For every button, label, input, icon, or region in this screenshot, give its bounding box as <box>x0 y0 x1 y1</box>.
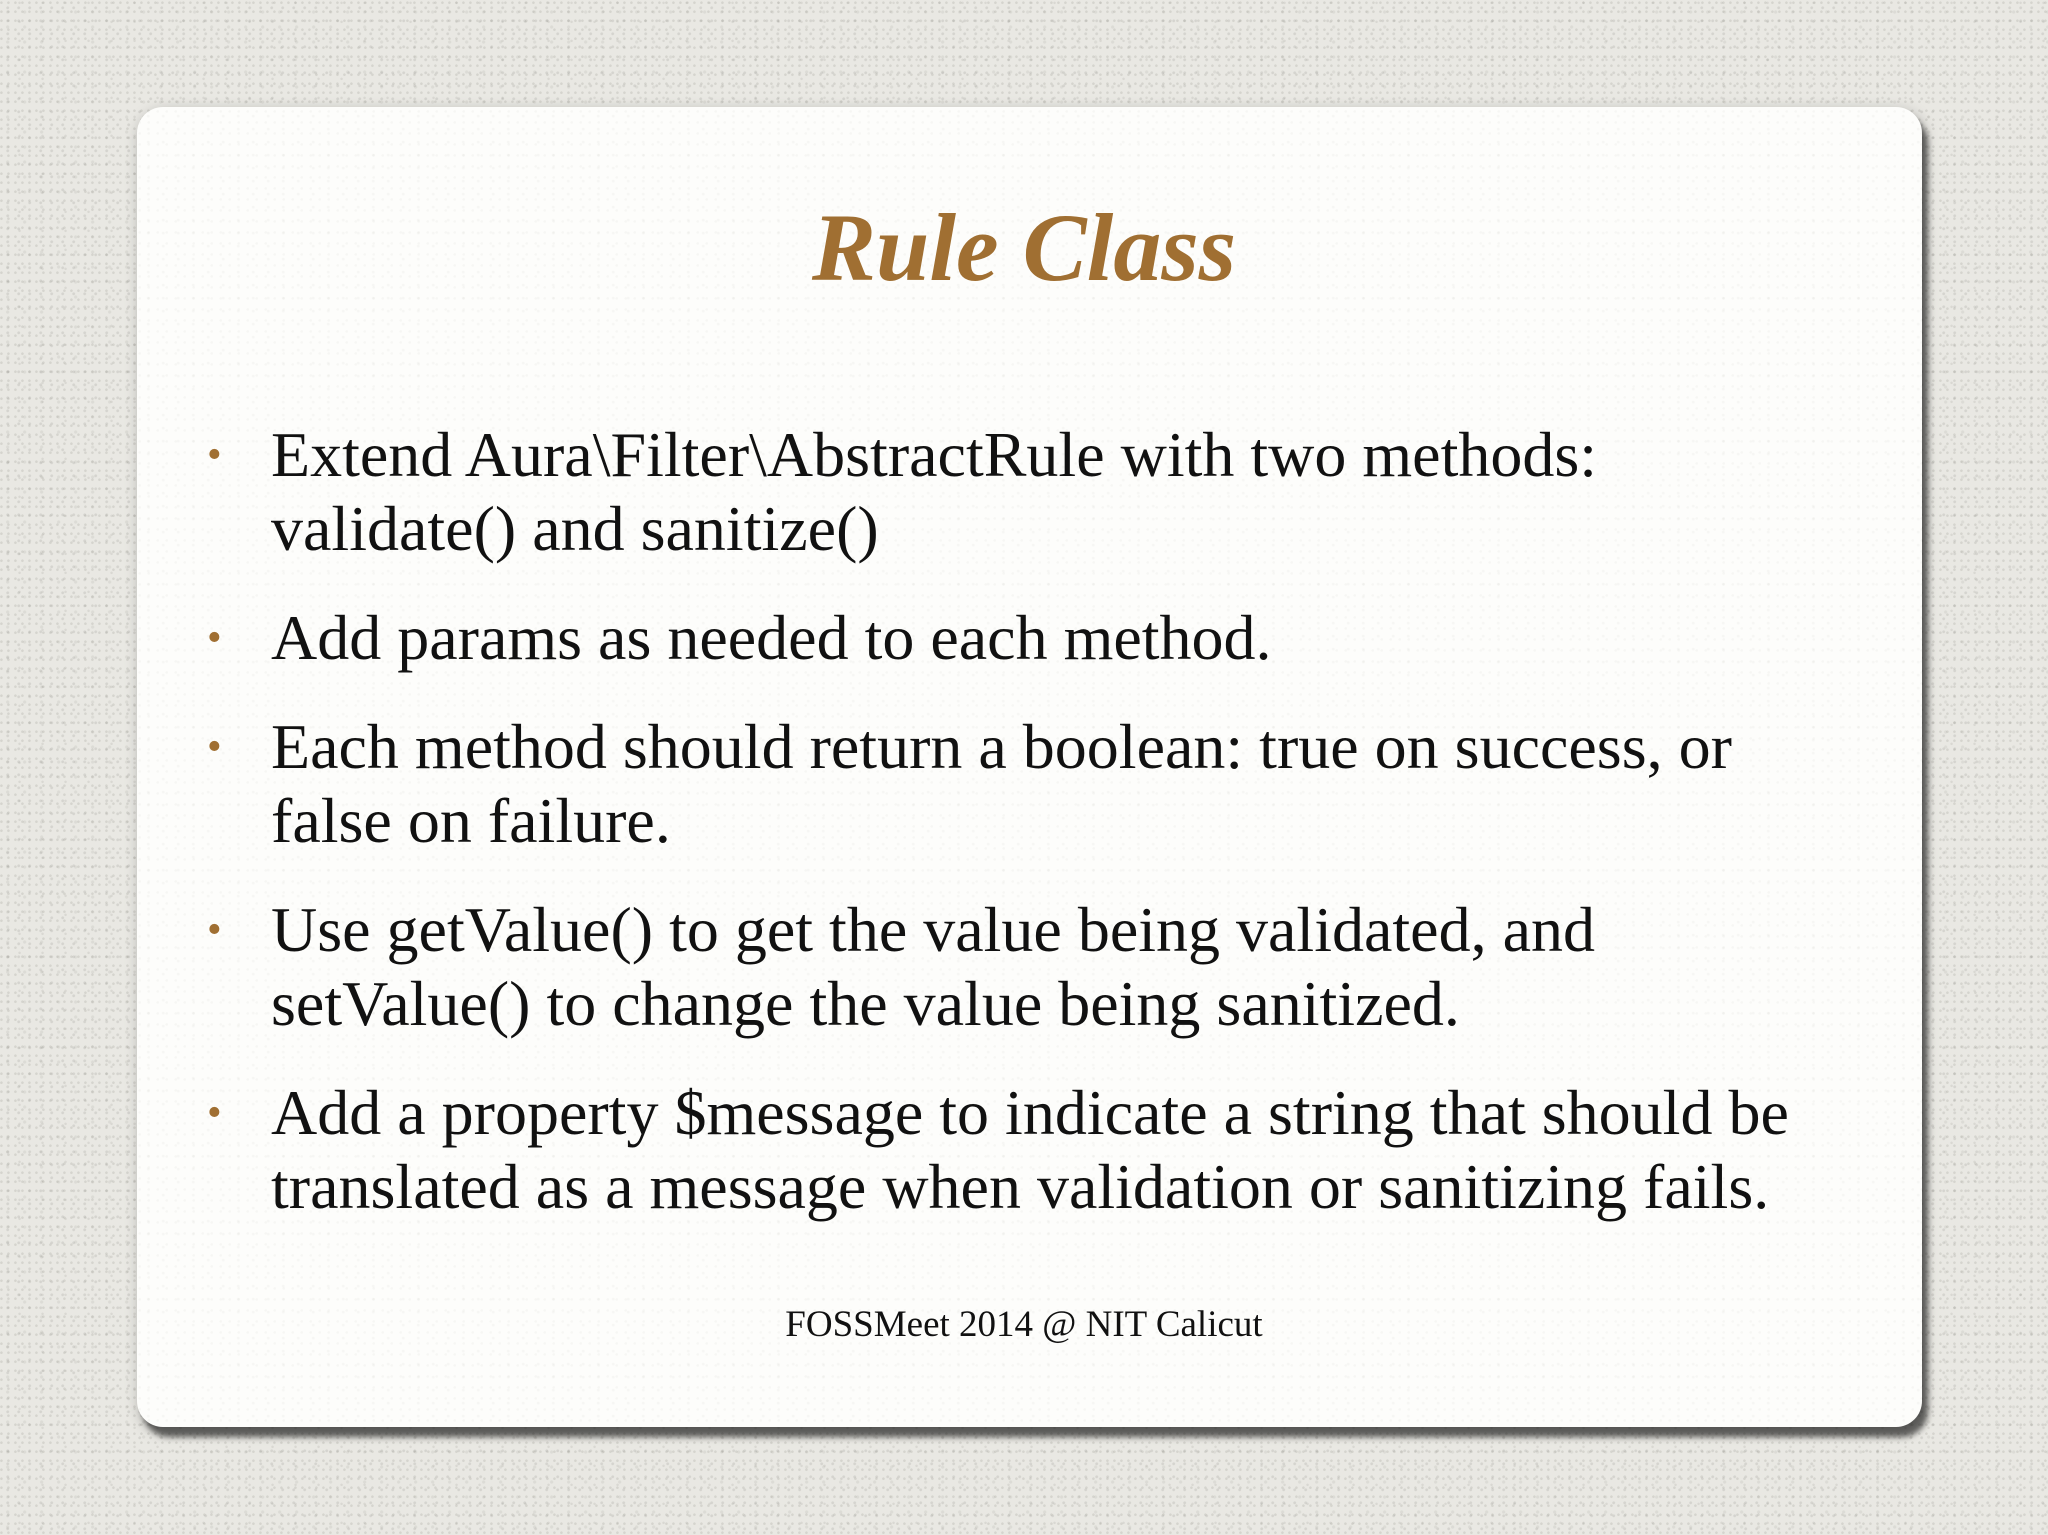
bullet-text-line: Each method should return a boolean: true on success, or <box>271 711 1732 782</box>
bullet-item <box>207 1076 1927 1224</box>
bullet-text-line: setValue() to change the value being sanitized. <box>271 968 1460 1039</box>
bullet-text-line: validate() and sanitize() <box>271 493 879 564</box>
bullet-text-line: Use getValue() to get the value being validated, and <box>271 894 1595 965</box>
bullet-item <box>207 601 1927 675</box>
bullet-item <box>207 710 1927 858</box>
bullet-text-line: translated as a message when validation or sanitizing fails. <box>271 1151 1770 1222</box>
bullet-icon: • <box>207 907 222 953</box>
slide-footer: FOSSMeet 2014 @ NIT Calicut <box>785 1304 1263 1345</box>
bullet-item <box>207 893 1927 1041</box>
bullet-list <box>207 418 1927 1259</box>
bullet-text-line: Add a property $message to indicate a string that should be <box>271 1077 1789 1148</box>
bullet-text-line: Extend Aura\Filter\AbstractRule with two methods: <box>271 419 1598 490</box>
bullet-icon: • <box>207 724 222 770</box>
bullet-icon: • <box>207 615 222 661</box>
bullet-text-line: Add params as needed to each method. <box>271 602 1272 673</box>
bullet-item <box>207 418 1927 566</box>
slide-title: Rule Class <box>811 194 1237 301</box>
bullet-icon: • <box>207 432 222 478</box>
bullet-text-line: false on failure. <box>271 785 671 856</box>
bullet-icon: • <box>207 1090 222 1136</box>
